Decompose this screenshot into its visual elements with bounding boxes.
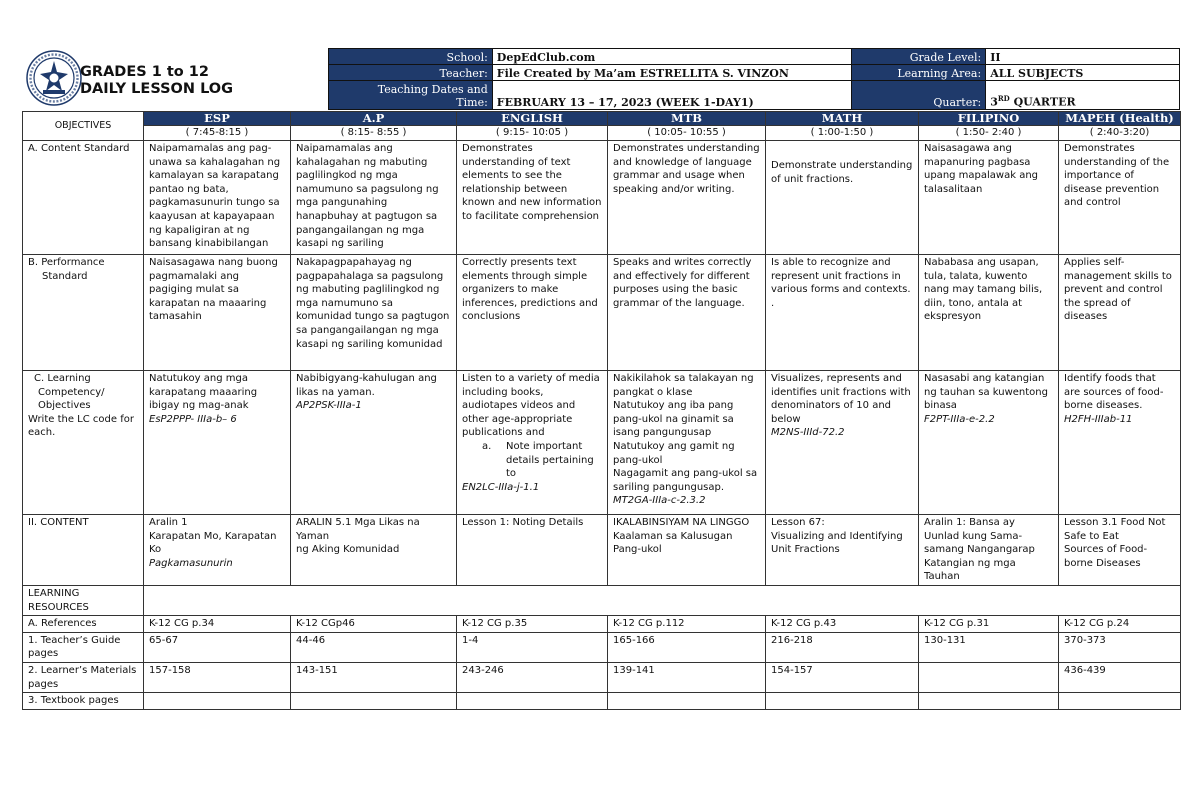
content-esp-line-3: Pagkamasunurin	[149, 557, 233, 569]
textbook-ap	[291, 693, 457, 710]
time-row	[23, 126, 1181, 141]
content-filipino	[919, 515, 1059, 586]
teaching-dates-value: FEBRUARY 13 – 17, 2023 (WEEK 1-DAY1)	[492, 81, 852, 110]
quarter-suffix: RD	[997, 94, 1010, 104]
content-mtb-line-3: Pang-ukol	[613, 544, 662, 556]
content-mtb-line-1: IKALABINSIYAM NA LINGGO	[613, 517, 750, 528]
content-filipino-line-1: Aralin 1: Bansa ay Uunlad kung Sama-samang Nangangarap	[924, 517, 1035, 556]
teachers-guide-math: 216-218	[766, 632, 919, 662]
time-math: ( 1:00-1:50 )	[766, 126, 919, 141]
references-filipino: K-12 CG p.31	[919, 616, 1059, 633]
quarter-text: QUARTER	[1009, 96, 1076, 109]
learning-resources-label-line-1: LEARNING	[28, 587, 80, 599]
subject-mapeh: MAPEH (Health)	[1059, 112, 1181, 126]
content-mapeh	[1059, 515, 1181, 586]
references-mtb: K-12 CG p.112	[608, 616, 766, 633]
competency-english	[457, 371, 608, 515]
list-marker: a.	[482, 440, 492, 452]
performance-standard-label-line-2: Standard	[42, 270, 88, 282]
time-mapeh: ( 2:40-3:20)	[1059, 126, 1181, 141]
competency-mtb-line-2: Natutukoy ang iba pang pang-ukol na ginamit sa isang pangungusap	[613, 400, 734, 439]
time-esp: ( 7:45-8:15 )	[144, 126, 291, 141]
competency-math	[766, 371, 919, 515]
competency-label-line-4: Write the LC code for each.	[28, 413, 134, 439]
competency-esp-text: Natutukoy ang mga karapatang maaaring ibigay ng mag-anak	[149, 373, 258, 412]
references-esp: K-12 CG p.34	[144, 616, 291, 633]
content-ap	[291, 515, 457, 586]
document-title	[80, 64, 233, 98]
competency-mapeh-code: H2FH-IIIab-11	[1064, 413, 1133, 425]
learners-materials-mtb: 139-141	[608, 662, 766, 692]
competency-math-code: M2NS-IIId-72.2	[771, 427, 845, 439]
competency-mapeh-text: Identify foods that are sources of food-borne diseases.	[1064, 373, 1164, 412]
time-filipino: ( 1:50- 2:40 )	[919, 126, 1059, 141]
references-row	[23, 616, 1181, 633]
performance-standard-mtb: Speaks and writes correctly and effectively for different purposes using the basic grammar of the language.	[608, 255, 766, 371]
content-standard-row	[23, 141, 1181, 255]
grade-level-label: Grade Level:	[852, 49, 986, 65]
competency-english-item-text: Note important details pertaining to	[506, 440, 594, 480]
textbook-filipino	[919, 693, 1059, 710]
textbook-label: 3. Textbook pages	[23, 693, 144, 710]
learning-resources-label-line-2: RESOURCES	[28, 601, 89, 613]
competency-english-list-item	[462, 440, 602, 481]
content-standard-label: A. Content Standard	[23, 141, 144, 255]
learning-resources-empty	[144, 585, 1181, 615]
teachers-guide-esp: 65-67	[144, 632, 291, 662]
teachers-guide-row	[23, 632, 1181, 662]
content-esp-line-2: Karapatan Mo, Karapatan Ko	[149, 530, 277, 556]
learners-materials-esp: 157-158	[144, 662, 291, 692]
content-standard-mtb: Demonstrates understanding and knowledge of language grammar and usage when speaking and/or writing.	[608, 141, 766, 255]
content-mapeh-line-1: Lesson 3.1 Food Not Safe to Eat	[1064, 517, 1166, 542]
teaching-dates-label-line-2: Time:	[456, 96, 488, 109]
subject-english: ENGLISH	[457, 112, 608, 126]
subject-ap: A.P	[291, 112, 457, 126]
content-row	[23, 515, 1181, 586]
title-line-2: DAILY LESSON LOG	[80, 81, 234, 97]
deped-seal-icon	[26, 50, 82, 106]
content-esp	[144, 515, 291, 586]
competency-label-line-3: Objectives	[38, 400, 91, 412]
competency-math-text: Visualizes, represents and identifies unit fractions with denominators of 10 and below	[771, 373, 911, 425]
teachers-guide-filipino: 130-131	[919, 632, 1059, 662]
learning-resources-label	[23, 585, 144, 615]
teachers-guide-label: 1. Teacher’s Guide pages	[23, 632, 144, 662]
header-info-table	[328, 48, 1180, 110]
learning-competency-label	[23, 371, 144, 515]
performance-standard-ap: Nakapagpapahayag ng pagpapahalaga sa pagsulong ng mabuting paglilingkod ng mga namumuno sa komunidad tungo sa pagtugon sa pangangailangan ng mga kasapi ng sariling komunidad	[291, 255, 457, 371]
content-standard-english: Demonstrates understanding of text elements to see the relationship between known and new information to facilitate comprehension	[457, 141, 608, 255]
content-mtb-line-2: Kaalaman sa Kalusugan	[613, 530, 733, 542]
content-math-line-1: Lesson 67:	[771, 517, 825, 528]
textbook-esp	[144, 693, 291, 710]
learning-competency-row	[23, 371, 1181, 515]
subject-filipino: FILIPINO	[919, 112, 1059, 126]
teachers-guide-mtb: 165-166	[608, 632, 766, 662]
teachers-guide-english: 1-4	[457, 632, 608, 662]
teaching-dates-label	[329, 81, 493, 110]
performance-standard-row	[23, 255, 1181, 371]
performance-standard-mapeh: Applies self-management skills to prevent and control the spread of diseases	[1059, 255, 1181, 371]
content-mtb	[608, 515, 766, 586]
competency-esp-code: EsP2PPP- IIIa-b– 6	[149, 413, 237, 425]
content-standard-filipino: Naisasagawa ang mapanuring pagbasa upang mapalawak ang talasalitaan	[919, 141, 1059, 255]
textbook-math	[766, 693, 919, 710]
textbook-row	[23, 693, 1181, 710]
performance-standard-english: Correctly presents text elements through simple organizers to make inferences, predictions and conclusions	[457, 255, 608, 371]
competency-english-text: Listen to a variety of media including books, audiotapes videos and other age-appropriate publications and	[462, 373, 600, 439]
textbook-mtb	[608, 693, 766, 710]
quarter-number: 3	[990, 96, 998, 109]
time-ap: ( 8:15- 8:55 )	[291, 126, 457, 141]
school-value: DepEdClub.com	[492, 49, 852, 65]
school-label: School:	[329, 49, 493, 65]
time-mtb: ( 10:05- 10:55 )	[608, 126, 766, 141]
performance-standard-math: Is able to recognize and represent unit fractions in various forms and contexts. .	[766, 255, 919, 371]
content-standard-math: Demonstrate understanding of unit fractions.	[766, 141, 919, 255]
content-english-line-1: Lesson 1: Noting Details	[462, 517, 584, 528]
content-esp-line-1: Aralin 1	[149, 517, 188, 528]
time-english: ( 9:15- 10:05 )	[457, 126, 608, 141]
references-ap: K-12 CGp46	[291, 616, 457, 633]
learners-materials-math: 154-157	[766, 662, 919, 692]
grade-level-value: II	[986, 49, 1180, 65]
competency-filipino	[919, 371, 1059, 515]
learning-resources-row	[23, 585, 1181, 615]
teacher-label: Teacher:	[329, 65, 493, 81]
competency-label-line-2: Competency/	[38, 386, 105, 398]
subject-math: MATH	[766, 112, 919, 126]
learners-materials-row	[23, 662, 1181, 692]
textbook-mapeh	[1059, 693, 1181, 710]
learners-materials-filipino	[919, 662, 1059, 692]
performance-standard-esp: Naisasagawa nang buong pagmamalaki ang pagiging mulat sa karapatan na maaaring tamasahin	[144, 255, 291, 371]
competency-label-line-1: C. Learning	[34, 373, 91, 384]
subject-esp: ESP	[144, 112, 291, 126]
content-math	[766, 515, 919, 586]
references-english: K-12 CG p.35	[457, 616, 608, 633]
content-standard-ap: Naipamamalas ang kahalagahan ng mabuting paglilingkod ng mga namumuno sa pagsulong ng mga pangunahing hanapbuhay at pagtugon sa pangangailangan ng mga kasapi ng sariling	[291, 141, 457, 255]
performance-standard-filipino: Nababasa ang usapan, tula, talata, kuwento nang may tamang bilis, diin, tono, antala at ekspresyon	[919, 255, 1059, 371]
lesson-log-table	[22, 111, 1181, 710]
header	[22, 46, 1180, 111]
competency-filipino-code: F2PT-IIIa-e-2.2	[924, 413, 995, 425]
quarter-value	[986, 81, 1180, 110]
title-line-1: GRADES 1 to 12	[80, 64, 209, 80]
textbook-english	[457, 693, 608, 710]
competency-mtb	[608, 371, 766, 515]
teacher-value: File Created by Ma’am ESTRELLITA S. VINZON	[492, 65, 852, 81]
learners-materials-label: 2. Learner’s Materials pages	[23, 662, 144, 692]
teachers-guide-ap: 44-46	[291, 632, 457, 662]
references-math: K-12 CG p.43	[766, 616, 919, 633]
content-mapeh-line-2: Sources of Food-borne Diseases	[1064, 544, 1148, 569]
performance-standard-label-line-1: B. Performance	[28, 257, 105, 268]
references-mapeh: K-12 CG p.24	[1059, 616, 1181, 633]
competency-mtb-line-1: Nakikilahok sa talakayan ng pangkat o klase	[613, 373, 754, 398]
content-label: II. CONTENT	[23, 515, 144, 586]
competency-mtb-code: MT2GA-IIIa-c-2.3.2	[613, 495, 706, 507]
competency-ap-code: AP2PSK-IIIa-1	[296, 400, 362, 412]
learning-area-label: Learning Area:	[852, 65, 986, 81]
content-ap-line-2: ng Aking Komunidad	[296, 544, 400, 556]
competency-mtb-line-4: Nagagamit ang pang-ukol sa sariling pangungusap.	[613, 468, 758, 493]
learners-materials-english: 243-246	[457, 662, 608, 692]
learners-materials-mapeh: 436-439	[1059, 662, 1181, 692]
competency-ap	[291, 371, 457, 515]
teaching-dates-label-line-1: Teaching Dates and	[377, 83, 488, 96]
teachers-guide-mapeh: 370-373	[1059, 632, 1181, 662]
content-ap-line-1: ARALIN 5.1 Mga Likas na Yaman	[296, 517, 420, 542]
competency-ap-text: Nabibigyang-kahulugan ang likas na yaman.	[296, 373, 437, 398]
content-filipino-line-2: Katangian ng mga Tauhan	[924, 557, 1016, 583]
competency-esp	[144, 371, 291, 515]
objectives-label: OBJECTIVES	[23, 112, 144, 141]
competency-mapeh	[1059, 371, 1181, 515]
references-label: A. References	[23, 616, 144, 633]
quarter-label: Quarter:	[852, 81, 986, 110]
content-english	[457, 515, 608, 586]
learning-area-value: ALL SUBJECTS	[986, 65, 1180, 81]
learners-materials-ap: 143-151	[291, 662, 457, 692]
competency-filipino-text: Nasasabi ang katangian ng tauhan sa kuwentong binasa	[924, 373, 1048, 412]
competency-mtb-line-3: Natutukoy ang gamit ng pang-ukol	[613, 440, 735, 466]
content-math-line-2: Visualizing and Identifying Unit Fractions	[771, 530, 903, 556]
performance-standard-label	[23, 255, 144, 371]
subject-mtb: MTB	[608, 112, 766, 126]
daily-lesson-log	[22, 46, 1180, 710]
content-standard-mapeh: Demonstrates understanding of the importance of disease prevention and control	[1059, 141, 1181, 255]
subject-header-row	[23, 112, 1181, 126]
content-standard-esp: Naipamamalas ang pag-unawa sa kahalagahan ng kamalayan sa karapatang pantao ng bata, pagkamasunurin tungo sa kaayusan at kapayapaan ng kapaligiran at ng bansang kinabibilangan	[144, 141, 291, 255]
competency-english-code: EN2LC-IIIa-j-1.1	[462, 481, 540, 493]
